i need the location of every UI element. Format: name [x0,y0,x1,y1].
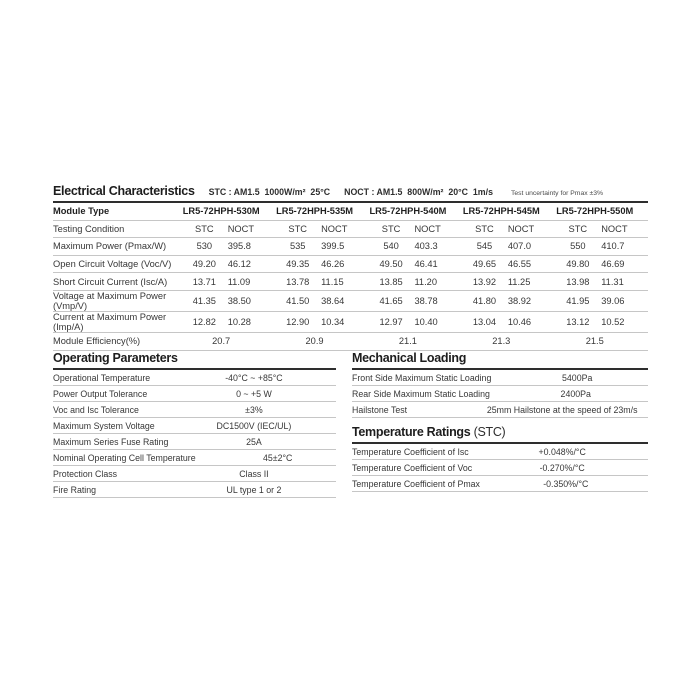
value-cell: 46.41 [414,255,461,273]
parameter-row [352,444,648,460]
module-name-cell: LR5-72HPH-530M [181,203,274,220]
value-cell: 41.80 [461,290,508,311]
value-cell: 38.64 [321,290,368,311]
module-name-cell: LR5-72HPH-540M [368,203,461,220]
parameter-value: -0.270%/°C [539,462,585,473]
module-name-cell: LR5-72HPH-545M [461,203,554,220]
section-title-suffix: (STC) [470,425,506,439]
parameter-value: 45±2°C [262,452,293,463]
parameter-value: Class II [239,468,269,479]
section-title: Electrical Characteristics [53,184,195,198]
parameter-label: Hailstone Test [352,404,408,415]
condition-cell: STC [181,220,228,238]
row-label: Testing Condition [53,220,181,238]
row-label: Open Circuit Voltage (Voc/V) [53,255,181,273]
value-cell: 12.82 [181,311,228,332]
value-cell: 12.90 [274,311,321,332]
value-cell: 49.65 [461,255,508,273]
parameter-value: 2400Pa [560,388,591,399]
value-cell: 530 [181,238,228,256]
mechanical-loading-section [352,351,648,418]
parameter-label: Operational Temperature [53,372,151,383]
row-label: Module Efficiency(%) [53,332,181,350]
parameter-row [352,476,648,492]
value-cell: 11.09 [228,273,275,291]
stc-condition-note: STC : AM1.5 1000W/m² 25°C [208,187,331,197]
value-cell: 10.34 [321,311,368,332]
parameter-label: Temperature Coefficient of Voc [352,462,473,473]
value-cell: 11.15 [321,273,368,291]
efficiency-cell: 21.3 [461,332,554,350]
module-name-cell: LR5-72HPH-550M [555,203,649,220]
parameter-value: UL type 1 or 2 [226,484,282,495]
value-cell: 38.78 [414,290,461,311]
row-label: Short Circuit Current (Isc/A) [53,273,181,291]
parameter-value: DC1500V (IEC/UL) [216,420,292,431]
value-cell: 13.12 [555,311,602,332]
parameter-value: 25mm Hailstone at the speed of 23m/s [486,404,638,415]
noct-condition-note: NOCT : AM1.5 800W/m² 20°C 1m/s [344,187,493,197]
testing-condition-row [53,220,648,238]
parameter-value: +0.048%/°C [538,446,586,457]
parameter-value: -0.350%/°C [543,478,589,489]
value-cell: 13.85 [368,273,415,291]
condition-cell: NOCT [508,220,555,238]
value-cell: 46.55 [508,255,555,273]
parameter-row [352,402,648,418]
value-cell: 545 [461,238,508,256]
parameter-label: Maximum System Voltage [53,420,155,431]
value-cell: 10.40 [414,311,461,332]
value-cell: 11.25 [508,273,555,291]
section-title: Operating Parameters [53,351,336,370]
parameter-label: Fire Rating [53,484,97,495]
parameter-label: Rear Side Maximum Static Loading [352,388,490,399]
value-cell: 410.7 [601,238,648,256]
value-cell: 13.98 [555,273,602,291]
value-cell: 11.31 [601,273,648,291]
value-cell: 407.0 [508,238,555,256]
condition-cell: STC [274,220,321,238]
value-cell: 41.65 [368,290,415,311]
value-cell: 13.71 [181,273,228,291]
value-cell: 10.52 [601,311,648,332]
row-label: Voltage at Maximum Power (Vmp/V) [53,290,181,311]
value-cell: 540 [368,238,415,256]
value-cell: 550 [555,238,602,256]
right-column [352,351,648,492]
value-cell: 49.50 [368,255,415,273]
section-title: Mechanical Loading [352,351,648,370]
value-cell: 10.28 [228,311,275,332]
value-cell: 41.35 [181,290,228,311]
section-title [352,425,648,444]
value-cell: 10.46 [508,311,555,332]
table-row [53,238,648,256]
parameter-value: ±3% [245,404,263,415]
row-label: Current at Maximum Power (Imp/A) [53,311,181,332]
value-cell: 49.35 [274,255,321,273]
parameter-value: 5400Pa [562,372,593,383]
parameter-label: Temperature Coefficient of Pmax [352,478,480,489]
uncertainty-note: Test uncertainty for Pmax ±3% [510,190,604,197]
table-row [53,273,648,291]
value-cell: 46.69 [601,255,648,273]
parameter-row [53,466,336,482]
section-title-text: Temperature Ratings [352,425,471,439]
module-efficiency-row [53,332,648,350]
efficiency-cell: 20.7 [181,332,274,350]
value-cell: 38.92 [508,290,555,311]
parameter-label: Nominal Operating Cell Temperature [53,452,196,463]
electrical-section-header [53,184,648,203]
parameter-row [53,386,336,402]
parameter-value: 0 ~ +5 W [236,388,272,399]
value-cell: 46.26 [321,255,368,273]
condition-cell: NOCT [414,220,461,238]
parameter-label: Power Output Tolerance [53,388,148,399]
parameter-row [352,370,648,386]
electrical-table [53,203,648,351]
value-cell: 13.92 [461,273,508,291]
value-cell: 11.20 [414,273,461,291]
row-label: Maximum Power (Pmax/W) [53,238,181,256]
value-cell: 49.80 [555,255,602,273]
condition-cell: NOCT [228,220,275,238]
value-cell: 39.06 [601,290,648,311]
temperature-ratings-section [352,425,648,492]
value-cell: 12.97 [368,311,415,332]
parameter-value: -40°C ~ +85°C [225,372,283,383]
value-cell: 49.20 [181,255,228,273]
parameter-label: Voc and Isc Tolerance [53,404,139,415]
condition-cell: STC [368,220,415,238]
table-row [53,255,648,273]
parameter-row [53,434,336,450]
parameter-row [352,386,648,402]
value-cell: 13.78 [274,273,321,291]
condition-cell: STC [461,220,508,238]
value-cell: 46.12 [228,255,275,273]
parameter-row [53,402,336,418]
value-cell: 41.95 [555,290,602,311]
condition-cell: STC [555,220,602,238]
table-row [53,290,648,311]
value-cell: 403.3 [414,238,461,256]
value-cell: 13.04 [461,311,508,332]
parameter-row [352,460,648,476]
parameter-row [53,418,336,434]
parameter-row [53,482,336,498]
value-cell: 41.50 [274,290,321,311]
value-cell: 535 [274,238,321,256]
parameter-label: Front Side Maximum Static Loading [352,372,492,383]
electrical-characteristics-section [53,184,648,351]
row-label: Module Type [53,203,181,220]
value-cell: 395.8 [228,238,275,256]
condition-cell: NOCT [601,220,648,238]
table-row [53,311,648,332]
value-cell: 399.5 [321,238,368,256]
operating-parameters-section [53,351,336,498]
efficiency-cell: 20.9 [274,332,367,350]
efficiency-cell: 21.1 [368,332,461,350]
parameter-row [53,450,336,466]
condition-cell: NOCT [321,220,368,238]
parameter-value: 25A [246,436,262,447]
parameter-row [53,370,336,386]
parameter-label: Temperature Coefficient of Isc [352,446,469,457]
parameter-label: Protection Class [53,468,118,479]
value-cell: 38.50 [228,290,275,311]
parameter-label: Maximum Series Fuse Rating [53,436,169,447]
module-type-row [53,203,648,220]
efficiency-cell: 21.5 [555,332,649,350]
module-name-cell: LR5-72HPH-535M [274,203,367,220]
